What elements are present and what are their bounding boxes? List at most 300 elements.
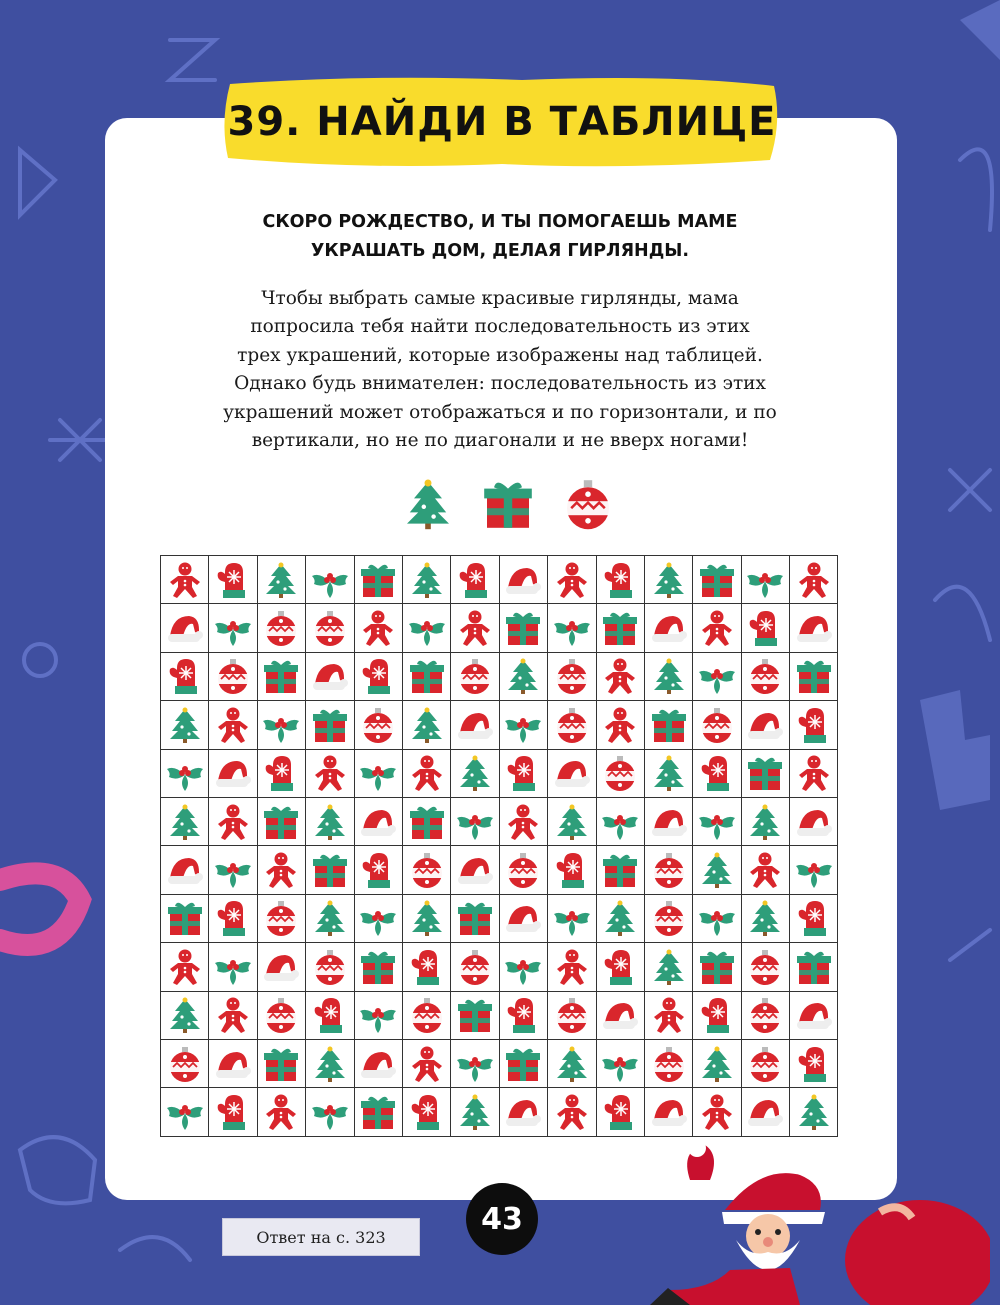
santa-illustration <box>650 1140 990 1305</box>
instructions <box>150 285 850 455</box>
gingerbread-icon <box>261 1092 301 1132</box>
grid-cell[interactable] <box>742 798 790 846</box>
gingerbread-icon <box>503 802 543 842</box>
grid-cell[interactable] <box>548 992 596 1040</box>
grid-cell[interactable] <box>597 1088 645 1136</box>
tree-icon <box>649 753 689 793</box>
grid-cell[interactable] <box>258 1040 306 1088</box>
grid-cell[interactable] <box>161 750 209 798</box>
grid-cell[interactable] <box>403 653 451 701</box>
grid-cell[interactable] <box>451 846 499 894</box>
grid-cell[interactable] <box>693 1088 741 1136</box>
holly-icon <box>794 850 834 890</box>
grid-cell[interactable] <box>161 895 209 943</box>
intro-heading <box>160 208 840 266</box>
grid-cell[interactable] <box>693 798 741 846</box>
grid-cell[interactable] <box>742 895 790 943</box>
ornament-icon <box>455 947 495 987</box>
grid-cell[interactable] <box>403 604 451 652</box>
grid-cell[interactable] <box>403 1088 451 1136</box>
grid-cell[interactable] <box>451 943 499 991</box>
grid-cell[interactable] <box>645 992 693 1040</box>
hat-icon <box>794 802 834 842</box>
gingerbread-icon <box>213 802 253 842</box>
grid-cell[interactable] <box>258 604 306 652</box>
grid-cell[interactable] <box>597 992 645 1040</box>
gift-icon <box>480 474 536 534</box>
hat-icon <box>794 608 834 648</box>
grid-cell[interactable] <box>451 653 499 701</box>
grid-cell[interactable] <box>161 943 209 991</box>
holly-icon <box>165 753 205 793</box>
grid-cell[interactable] <box>742 701 790 749</box>
grid-cell[interactable] <box>403 701 451 749</box>
grid-cell[interactable] <box>209 992 257 1040</box>
grid-cell[interactable] <box>790 604 838 652</box>
gift-icon <box>697 560 737 600</box>
hat-icon <box>455 850 495 890</box>
grid-cell[interactable] <box>306 750 354 798</box>
grid-cell[interactable] <box>500 1088 548 1136</box>
grid-cell[interactable] <box>597 653 645 701</box>
answer-reference: Ответ на с. 323 <box>222 1218 420 1256</box>
mitten-icon <box>600 947 640 987</box>
grid-cell[interactable] <box>403 798 451 846</box>
grid-cell[interactable] <box>451 895 499 943</box>
grid-cell[interactable] <box>597 1040 645 1088</box>
grid-cell[interactable] <box>451 556 499 604</box>
gift-icon <box>600 608 640 648</box>
grid-cell[interactable] <box>500 556 548 604</box>
mitten-icon <box>600 1092 640 1132</box>
tree-icon <box>407 705 447 745</box>
ornament-icon <box>649 850 689 890</box>
ornament-icon <box>261 995 301 1035</box>
grid-cell[interactable] <box>597 895 645 943</box>
grid-cell[interactable] <box>355 798 403 846</box>
grid-cell[interactable] <box>355 1040 403 1088</box>
intro-line: УКРАШАТЬ ДОМ, ДЕЛАЯ ГИРЛЯНДЫ. <box>310 241 690 261</box>
tree-icon <box>649 560 689 600</box>
holly-icon <box>310 560 350 600</box>
grid-cell[interactable] <box>597 943 645 991</box>
grid-cell[interactable] <box>258 895 306 943</box>
grid-cell[interactable] <box>693 895 741 943</box>
grid-cell[interactable] <box>306 604 354 652</box>
holly-icon <box>358 753 398 793</box>
grid-cell[interactable] <box>403 943 451 991</box>
grid-cell[interactable] <box>161 653 209 701</box>
holly-icon <box>503 947 543 987</box>
grid-cell[interactable] <box>258 1088 306 1136</box>
grid-cell[interactable] <box>258 750 306 798</box>
grid-cell[interactable] <box>209 798 257 846</box>
grid-cell[interactable] <box>258 556 306 604</box>
grid-cell[interactable] <box>645 750 693 798</box>
grid-cell[interactable] <box>209 653 257 701</box>
grid-cell[interactable] <box>355 653 403 701</box>
grid-cell[interactable] <box>258 701 306 749</box>
grid-cell[interactable] <box>500 701 548 749</box>
mitten-icon <box>358 656 398 696</box>
holly-icon <box>745 560 785 600</box>
grid-cell[interactable] <box>161 846 209 894</box>
grid-cell[interactable] <box>403 750 451 798</box>
grid-cell[interactable] <box>693 653 741 701</box>
grid-cell[interactable] <box>597 846 645 894</box>
gingerbread-icon <box>407 753 447 793</box>
holly-icon <box>358 898 398 938</box>
gingerbread-icon <box>697 1092 737 1132</box>
hat-icon <box>794 995 834 1035</box>
gift-icon <box>745 753 785 793</box>
grid-cell[interactable] <box>548 846 596 894</box>
grid-cell[interactable] <box>500 943 548 991</box>
page-number: 43 <box>466 1183 538 1255</box>
grid-cell[interactable] <box>500 653 548 701</box>
ornament-icon <box>600 753 640 793</box>
grid-cell[interactable] <box>451 750 499 798</box>
grid-cell[interactable] <box>355 1088 403 1136</box>
gingerbread-icon <box>552 1092 592 1132</box>
grid-cell[interactable] <box>645 556 693 604</box>
grid-cell[interactable] <box>500 604 548 652</box>
grid-cell[interactable] <box>548 701 596 749</box>
grid-cell[interactable] <box>355 943 403 991</box>
grid-cell[interactable] <box>693 604 741 652</box>
ornament-icon <box>552 656 592 696</box>
grid-cell[interactable] <box>355 556 403 604</box>
grid-cell[interactable] <box>790 895 838 943</box>
grid-cell[interactable] <box>161 1088 209 1136</box>
holly-icon <box>165 1092 205 1132</box>
mitten-icon <box>213 898 253 938</box>
grid-cell[interactable] <box>306 556 354 604</box>
grid-cell[interactable] <box>500 846 548 894</box>
gift-icon <box>649 705 689 745</box>
gift-icon <box>455 898 495 938</box>
grid-cell[interactable] <box>790 943 838 991</box>
grid-cell[interactable] <box>258 798 306 846</box>
tree-icon <box>165 705 205 745</box>
holly-icon <box>407 608 447 648</box>
grid-cell[interactable] <box>790 556 838 604</box>
hat-icon <box>310 656 350 696</box>
gingerbread-icon <box>213 995 253 1035</box>
tree-icon <box>697 1044 737 1084</box>
grid-cell[interactable] <box>548 895 596 943</box>
ornament-icon <box>697 705 737 745</box>
mitten-icon <box>310 995 350 1035</box>
holly-icon <box>310 1092 350 1132</box>
hat-icon <box>358 1044 398 1084</box>
gift-icon <box>407 656 447 696</box>
grid-cell[interactable] <box>693 556 741 604</box>
ornament-icon <box>552 705 592 745</box>
grid-cell[interactable] <box>693 992 741 1040</box>
grid-cell[interactable] <box>355 992 403 1040</box>
grid-cell[interactable] <box>597 701 645 749</box>
grid-cell[interactable] <box>742 943 790 991</box>
grid-cell[interactable] <box>161 556 209 604</box>
grid-cell[interactable] <box>306 1040 354 1088</box>
grid-cell[interactable] <box>451 1088 499 1136</box>
ornament-icon <box>745 995 785 1035</box>
grid-cell[interactable] <box>548 1040 596 1088</box>
gingerbread-icon <box>794 560 834 600</box>
holly-icon <box>600 1044 640 1084</box>
tree-icon <box>310 1044 350 1084</box>
grid-cell[interactable] <box>693 701 741 749</box>
grid-cell[interactable] <box>548 1088 596 1136</box>
grid-cell[interactable] <box>403 556 451 604</box>
gingerbread-icon <box>261 850 301 890</box>
grid-cell[interactable] <box>258 846 306 894</box>
mitten-icon <box>213 560 253 600</box>
tree-icon <box>310 898 350 938</box>
grid-cell[interactable] <box>790 798 838 846</box>
mitten-icon <box>794 898 834 938</box>
grid-cell[interactable] <box>645 846 693 894</box>
grid-cell[interactable] <box>742 846 790 894</box>
grid-cell[interactable] <box>306 701 354 749</box>
holly-icon <box>213 608 253 648</box>
mitten-icon <box>165 656 205 696</box>
grid-cell[interactable] <box>548 604 596 652</box>
grid-cell[interactable] <box>451 992 499 1040</box>
grid-cell[interactable] <box>548 750 596 798</box>
hat-icon <box>261 947 301 987</box>
grid-cell[interactable] <box>548 943 596 991</box>
grid-cell[interactable] <box>451 798 499 846</box>
instruction-line: вертикали, но не по диагонали и не вверх ногами! <box>251 430 749 452</box>
intro-line: СКОРО РОЖДЕСТВО, И ТЫ ПОМОГАЕШЬ МАМЕ <box>262 212 738 232</box>
grid-cell[interactable] <box>742 653 790 701</box>
grid-cell[interactable] <box>209 846 257 894</box>
grid-cell[interactable] <box>209 701 257 749</box>
ornament-icon <box>552 995 592 1035</box>
gingerbread-icon <box>600 705 640 745</box>
grid-cell[interactable] <box>645 701 693 749</box>
grid-cell[interactable] <box>500 992 548 1040</box>
tree-icon <box>455 753 495 793</box>
grid-cell[interactable] <box>209 1040 257 1088</box>
grid-cell[interactable] <box>500 895 548 943</box>
grid-cell[interactable] <box>693 750 741 798</box>
ornament-icon <box>407 995 447 1035</box>
hat-icon <box>600 995 640 1035</box>
grid-cell[interactable] <box>306 846 354 894</box>
grid-cell[interactable] <box>403 1040 451 1088</box>
gingerbread-icon <box>794 753 834 793</box>
tree-icon <box>261 560 301 600</box>
grid-cell[interactable] <box>548 653 596 701</box>
tree-icon <box>503 656 543 696</box>
grid-cell[interactable] <box>597 798 645 846</box>
ornament-icon <box>745 947 785 987</box>
grid-cell[interactable] <box>355 846 403 894</box>
gift-icon <box>455 995 495 1035</box>
hat-icon <box>213 753 253 793</box>
grid-cell[interactable] <box>742 556 790 604</box>
grid-cell[interactable] <box>790 992 838 1040</box>
grid-cell[interactable] <box>645 1040 693 1088</box>
instruction-line: попросила тебя найти последовательность из этих <box>250 316 750 338</box>
gingerbread-icon <box>552 947 592 987</box>
grid-cell[interactable] <box>742 750 790 798</box>
grid-cell[interactable] <box>790 653 838 701</box>
grid-cell[interactable] <box>258 943 306 991</box>
grid-cell[interactable] <box>403 992 451 1040</box>
grid-cell[interactable] <box>355 895 403 943</box>
tree-icon <box>649 656 689 696</box>
grid-cell[interactable] <box>500 798 548 846</box>
hat-icon <box>552 753 592 793</box>
grid-cell[interactable] <box>209 750 257 798</box>
grid-cell[interactable] <box>645 798 693 846</box>
grid-cell[interactable] <box>548 556 596 604</box>
grid-cell[interactable] <box>790 750 838 798</box>
gingerbread-icon <box>455 608 495 648</box>
tree-icon <box>649 947 689 987</box>
grid-cell[interactable] <box>306 943 354 991</box>
grid-cell[interactable] <box>548 798 596 846</box>
grid-cell[interactable] <box>597 604 645 652</box>
hat-icon <box>358 802 398 842</box>
ornament-icon <box>745 656 785 696</box>
instruction-line: трех украшений, которые изображены над таблицей. <box>237 344 763 366</box>
grid-cell[interactable] <box>693 943 741 991</box>
grid-cell[interactable] <box>306 653 354 701</box>
grid-cell[interactable] <box>645 895 693 943</box>
holly-icon <box>455 1044 495 1084</box>
tree-icon <box>310 802 350 842</box>
ornament-icon <box>745 1044 785 1084</box>
gingerbread-icon <box>649 995 689 1035</box>
tree-icon <box>400 474 456 534</box>
mitten-icon <box>794 1044 834 1084</box>
grid-cell[interactable] <box>645 653 693 701</box>
grid-cell[interactable] <box>355 701 403 749</box>
grid-cell[interactable] <box>500 1040 548 1088</box>
grid-cell[interactable] <box>355 750 403 798</box>
grid-cell[interactable] <box>403 846 451 894</box>
ornament-icon <box>649 1044 689 1084</box>
gift-icon <box>261 1044 301 1084</box>
grid-cell[interactable] <box>645 604 693 652</box>
ornament-icon <box>407 850 447 890</box>
holly-icon <box>697 898 737 938</box>
mitten-icon <box>503 995 543 1035</box>
hat-icon <box>649 802 689 842</box>
grid-cell[interactable] <box>790 846 838 894</box>
mitten-icon <box>358 850 398 890</box>
holly-icon <box>600 802 640 842</box>
gift-icon <box>600 850 640 890</box>
holly-icon <box>697 802 737 842</box>
grid-cell[interactable] <box>451 1040 499 1088</box>
grid-cell[interactable] <box>209 556 257 604</box>
grid-cell[interactable] <box>742 604 790 652</box>
grid-cell[interactable] <box>209 1088 257 1136</box>
hat-icon <box>213 1044 253 1084</box>
grid-cell[interactable] <box>742 1088 790 1136</box>
grid-cell[interactable] <box>209 604 257 652</box>
grid-cell[interactable] <box>258 992 306 1040</box>
mitten-icon <box>552 850 592 890</box>
grid-cell[interactable] <box>790 701 838 749</box>
gift-icon <box>261 802 301 842</box>
grid-cell[interactable] <box>742 992 790 1040</box>
gingerbread-icon <box>745 850 785 890</box>
grid-cell[interactable] <box>209 943 257 991</box>
mitten-icon <box>213 1092 253 1132</box>
grid-cell[interactable] <box>597 556 645 604</box>
holly-icon <box>261 705 301 745</box>
grid-cell[interactable] <box>645 1088 693 1136</box>
gingerbread-icon <box>600 656 640 696</box>
grid-cell[interactable] <box>161 992 209 1040</box>
grid-cell[interactable] <box>306 1088 354 1136</box>
gingerbread-icon <box>213 705 253 745</box>
grid-cell[interactable] <box>258 653 306 701</box>
grid-cell[interactable] <box>597 750 645 798</box>
grid-cell[interactable] <box>790 1040 838 1088</box>
holly-icon <box>552 608 592 648</box>
grid-cell[interactable] <box>306 798 354 846</box>
grid-cell[interactable] <box>693 846 741 894</box>
gift-icon <box>358 947 398 987</box>
gingerbread-icon <box>697 608 737 648</box>
grid-cell[interactable] <box>306 895 354 943</box>
instruction-line: Однако будь внимателен: последовательность из этих <box>234 373 766 395</box>
grid-cell[interactable] <box>742 1040 790 1088</box>
grid-cell[interactable] <box>209 895 257 943</box>
mitten-icon <box>600 560 640 600</box>
holly-icon <box>697 656 737 696</box>
gingerbread-icon <box>165 560 205 600</box>
gift-icon <box>503 608 543 648</box>
gingerbread-icon <box>358 608 398 648</box>
tree-icon <box>407 898 447 938</box>
grid-cell[interactable] <box>645 943 693 991</box>
mitten-icon <box>697 753 737 793</box>
gingerbread-icon <box>552 560 592 600</box>
tree-icon <box>600 898 640 938</box>
grid-cell[interactable] <box>161 701 209 749</box>
grid-cell[interactable] <box>451 701 499 749</box>
grid-cell[interactable] <box>161 604 209 652</box>
grid-cell[interactable] <box>161 798 209 846</box>
grid-cell[interactable] <box>161 1040 209 1088</box>
grid-cell[interactable] <box>403 895 451 943</box>
grid-cell[interactable] <box>790 1088 838 1136</box>
hat-icon <box>165 850 205 890</box>
tree-icon <box>552 802 592 842</box>
grid-cell[interactable] <box>693 1040 741 1088</box>
hat-icon <box>745 705 785 745</box>
holly-icon <box>358 995 398 1035</box>
grid-cell[interactable] <box>500 750 548 798</box>
grid-cell[interactable] <box>451 604 499 652</box>
gift-icon <box>503 1044 543 1084</box>
gift-icon <box>261 656 301 696</box>
ornament-icon <box>310 608 350 648</box>
grid-cell[interactable] <box>355 604 403 652</box>
mitten-icon <box>455 560 495 600</box>
hat-icon <box>745 1092 785 1132</box>
grid-cell[interactable] <box>306 992 354 1040</box>
